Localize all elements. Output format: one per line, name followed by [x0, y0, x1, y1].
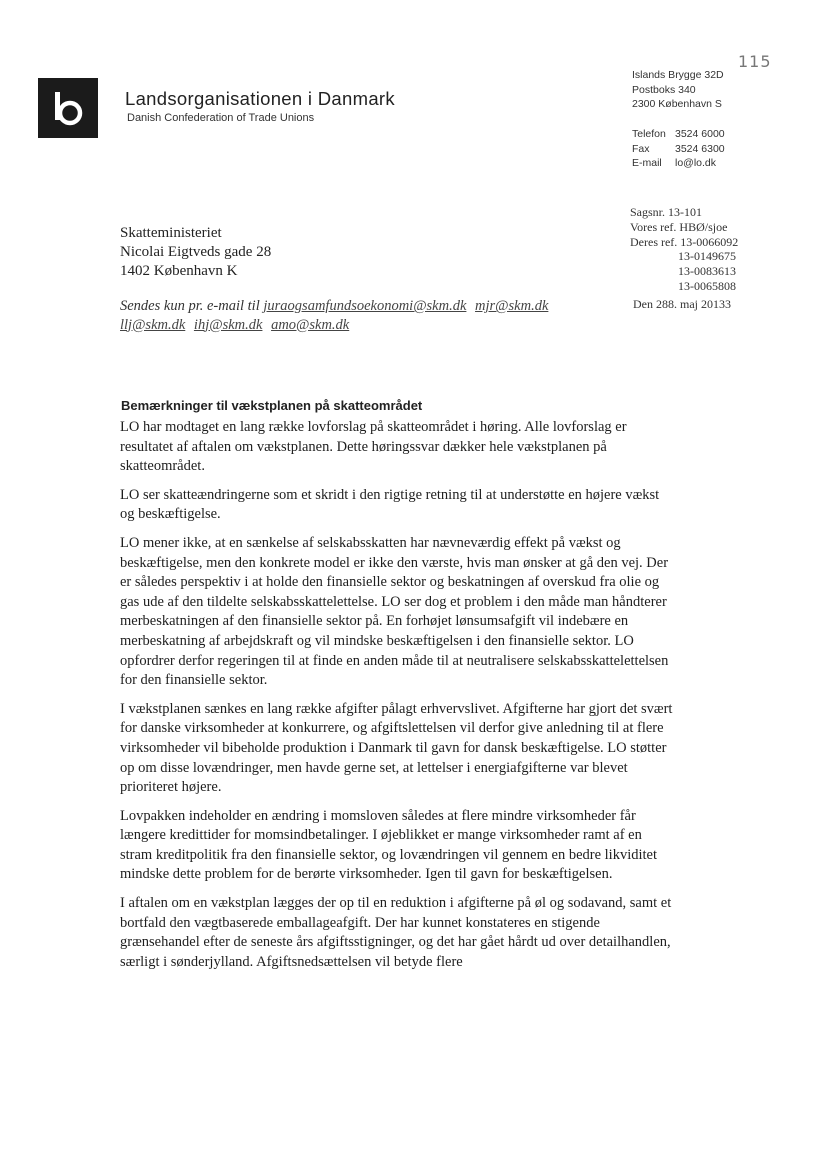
body-paragraph: I vækstplanen sænkes en lang række afgifter pålagt erhvervslivet. Afgifterne har gjort det svært for danske virksomheder at konkurrere, og afgiftslettelsen vil derfor give anledning til at flere virksomheder vil bibeholde produktion i Danmark til gavn for dansk beskæftigelse. LO støtter op om disse lovændringer, men havde gerne set, at lettelser i energiafgifterne var blevet prioriteret højere. — [120, 700, 673, 796]
your-reference-extra: 13-0149675 — [678, 249, 736, 264]
your-reference-extra: 13-0083613 — [678, 264, 736, 279]
address-block — [632, 68, 724, 112]
organization-subtitle: Danish Confederation of Trade Unions — [127, 112, 315, 124]
address-line: Postboks 340 — [632, 83, 696, 96]
body-paragraph: Lovpakken indeholder en ændring i momsloven således at flere mindre virksomheder får længere kredittider for momsindbetalinger. I øjeblikket er mange virksomheder ramt af en stram kreditpolitik fra den finansielle sektor, og lovændringen vil gennem en bedre likviditet mindske dette problem for de berørte virksomheder. Igen til gavn for beskæftigelsen. — [120, 807, 657, 883]
letter-subject: Bemærkninger til vækstplanen på skatteområdet — [121, 398, 423, 413]
contact-phone — [632, 127, 725, 142]
recipient-address — [120, 224, 271, 281]
recipient-street: Nicolai Eigtveds gade 28 — [120, 244, 272, 260]
contact-block — [632, 127, 725, 171]
sending-prefix: Sendes kun pr. e-mail til — [120, 298, 260, 314]
body-paragraph: LO mener ikke, at en sænkelse af selskabsskatten har nævneværdig effekt på vækst og beskæftigelse, men den konkrete model er ikke den værste, hvis man ønsker at gå den vej. Der er således perspektiv i at holde den finansielle sektor og beskatningen af overskud fra olie og gas ude af den tildelte selskabsskattelettelse. LO ser dog et problem i den måde man håndterer merbeskatningen af den finansielle sektor på. En forhøjet lønsumsafgift vil indebære en merbeskatning af arbejdskraft og vil mindske beskæftigelsen i den finansielle sektor. LO opfordrer derfor regeringen til at finde en anden måde til at neutralisere selskabsskattelettelsen for den finansielle sektor. — [120, 534, 669, 689]
contact-value: 3524 6300 — [675, 142, 725, 155]
body-paragraph: LO har modtaget en lang række lovforslag på skatteområdet i høring. Alle lovforslag er resultatet af aftalen om vækstplanen. Dette høringssvar dækker hele vækstplanen på skatteområdet. — [120, 419, 627, 475]
your-reference-extra: 13-0065808 — [678, 278, 736, 293]
contact-value: lo@lo.dk — [675, 157, 717, 169]
lo-logo-mark — [38, 78, 98, 138]
contact-fax — [632, 142, 725, 157]
email-link[interactable]: llj@skm.dk — [120, 316, 186, 333]
reference-block — [630, 205, 738, 294]
our-reference: Vores ref. HBØ/sjoe — [630, 219, 728, 234]
email-link[interactable]: mjr@skm.dk — [475, 298, 549, 314]
body-paragraph: I aftalen om en vækstplan lægges der op til en reduktion i afgifterne på øl og sodavand, samt et bortfald den vægtbaserede emballageafgift. Der har kunnet konstateres en stigende grænsehandel efter de seneste års afgiftsstigninger, og det har gået hårdt ud over detailhandlen, særligt i sønderjylland. Afgiftsnedsættelsen vil betyde flere — [120, 895, 672, 970]
email-link[interactable]: ihj@skm.dk — [193, 316, 263, 333]
contact-label: Fax — [632, 142, 650, 155]
contact-email — [632, 156, 725, 171]
letter-body — [120, 418, 676, 981]
contact-label: Telefon — [632, 128, 666, 140]
sending-instruction — [120, 297, 620, 334]
email-link[interactable]: juraogsamfundsoekonomi@skm.dk — [263, 298, 467, 314]
handwritten-number: 115 — [738, 52, 772, 71]
organization-name: Landsorganisationen i Danmark — [125, 88, 395, 109]
contact-label: E-mail — [632, 157, 662, 169]
body-paragraph: LO ser skatteændringerne som et skridt i den rigtige retning til at understøtte en højere vækst og beskæftigelse. — [120, 486, 660, 523]
email-link[interactable]: amo@skm.dk — [271, 316, 350, 333]
address-line: Islands Brygge 32D — [632, 69, 724, 81]
recipient-city: 1402 København K — [120, 263, 238, 279]
case-number: Sagsnr. 13-101 — [630, 205, 702, 219]
address-line: 2300 København S — [632, 98, 722, 110]
letter-date: Den 288. maj 20133 — [633, 297, 731, 311]
your-reference: Deres ref. 13-0066092 — [630, 234, 739, 249]
recipient-name: Skatteministeriet — [120, 225, 222, 241]
lo-logo — [38, 78, 98, 138]
contact-value: 3524 6000 — [675, 128, 725, 140]
